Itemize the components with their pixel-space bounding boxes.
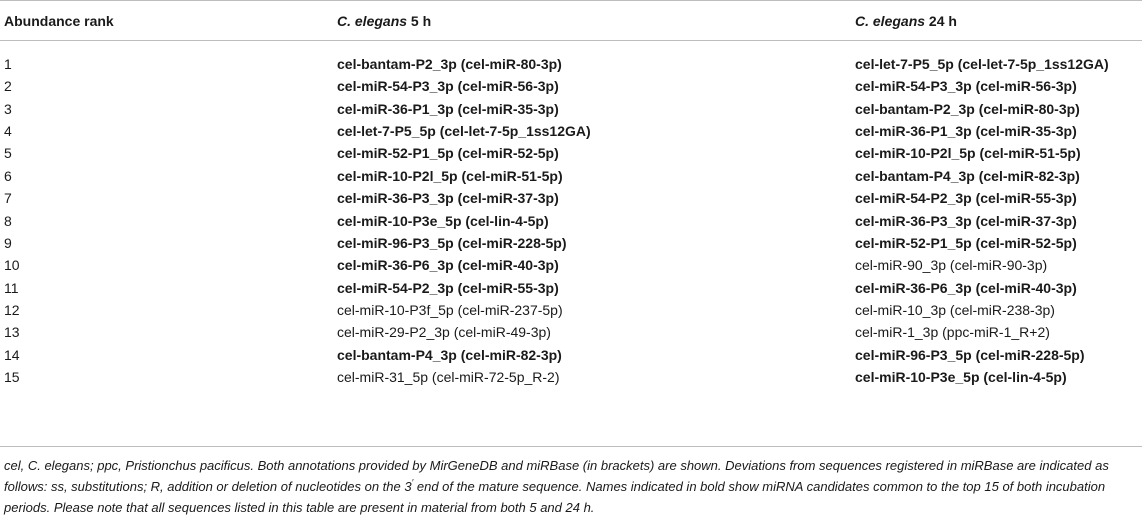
header-abundance-rank: Abundance rank — [0, 1, 333, 41]
mirna-24h-cell: cel-miR-10-P2l_5p (cel-miR-51-5p) — [855, 145, 1081, 162]
mirna-24h-cell: cel-miR-54-P3_3p (cel-miR-56-3p) — [855, 78, 1077, 95]
table-row — [0, 142, 1142, 164]
rank-cell: 3 — [4, 100, 12, 117]
table-row — [0, 321, 1142, 343]
mirna-24h-cell: cel-miR-52-P1_5p (cel-miR-52-5p) — [855, 234, 1077, 251]
mirna-5h-cell: cel-miR-54-P3_3p (cel-miR-56-3p) — [337, 78, 559, 95]
rank-cell: 6 — [4, 167, 12, 184]
mirna-5h-cell: cel-miR-36-P3_3p (cel-miR-37-3p) — [337, 190, 559, 207]
table-row — [0, 41, 1142, 76]
mirna-5h-cell: cel-miR-10-P2l_5p (cel-miR-51-5p) — [337, 167, 563, 184]
mirna-5h-cell: cel-miR-52-P1_5p (cel-miR-52-5p) — [337, 145, 559, 162]
table-row — [0, 209, 1142, 231]
rank-cell: 10 — [4, 257, 20, 274]
footnote-text-part1: cel, C. elegans; ppc, Pristionchus pacificus. Both annotations provided by MirGeneDB and miRBase (in brackets) are shown. Deviations from sequences registered in miRBase are indicated as follows: ss, substitutions; R, addition or deletion of nucleotides on the 3 — [4, 458, 1109, 494]
rank-cell: 8 — [4, 212, 12, 229]
mirna-5h-cell: cel-miR-10-P3f_5p (cel-miR-237-5p) — [337, 302, 563, 319]
rank-cell: 15 — [4, 369, 20, 386]
mirna-24h-cell: cel-miR-36-P6_3p (cel-miR-40-3p) — [855, 279, 1077, 296]
table-row — [0, 187, 1142, 209]
header-species-5h: C. elegans — [337, 12, 408, 29]
mirna-24h-cell: cel-miR-1_3p (ppc-miR-1_R+2) — [855, 324, 1050, 341]
table-row — [0, 97, 1142, 119]
mirna-5h-cell: cel-miR-36-P6_3p (cel-miR-40-3p) — [337, 257, 559, 274]
mirna-5h-cell: cel-miR-31_5p (cel-miR-72-5p_R-2) — [337, 369, 560, 386]
table-bottom-rule — [0, 446, 1142, 447]
mirna-5h-cell: cel-miR-29-P2_3p (cel-miR-49-3p) — [337, 324, 551, 341]
header-c-elegans-5h — [333, 1, 851, 41]
header-species-24h: C. elegans — [855, 12, 926, 29]
table-row — [0, 75, 1142, 97]
mirna-5h-cell: cel-bantam-P4_3p (cel-miR-82-3p) — [337, 346, 562, 363]
rank-cell: 12 — [4, 302, 20, 319]
table-row — [0, 165, 1142, 187]
footnote-prime-mark: ′ — [411, 477, 414, 488]
mirna-5h-cell: cel-miR-54-P2_3p (cel-miR-55-3p) — [337, 279, 559, 296]
mirna-24h-cell: cel-miR-54-P2_3p (cel-miR-55-3p) — [855, 190, 1077, 207]
rank-cell: 2 — [4, 78, 12, 95]
mirna-5h-cell: cel-let-7-P5_5p (cel-let-7-5p_1ss12GA) — [337, 122, 591, 139]
mirna-24h-cell: cel-miR-10_3p (cel-miR-238-3p) — [855, 302, 1055, 319]
rank-cell: 11 — [4, 279, 19, 296]
table-row — [0, 299, 1142, 321]
rank-cell: 1 — [4, 56, 12, 72]
mirna-5h-cell: cel-miR-36-P1_3p (cel-miR-35-3p) — [337, 100, 559, 117]
table-row — [0, 120, 1142, 142]
table-header-row — [0, 1, 1142, 41]
table-row — [0, 277, 1142, 299]
rank-cell: 7 — [4, 190, 12, 207]
rank-cell: 13 — [4, 324, 20, 341]
footnote-text-part2: end of the mature sequence. Names indicated in bold show miRNA candidates common to the top 15 of both incubation periods. Please note that all sequences listed in this table are present in material from both 5 and 24 h. — [4, 479, 1106, 515]
rank-cell: 4 — [4, 122, 12, 139]
mirna-24h-cell: cel-miR-36-P3_3p (cel-miR-37-3p) — [855, 212, 1077, 229]
rank-cell: 5 — [4, 145, 12, 162]
mirna-24h-cell: cel-bantam-P4_3p (cel-miR-82-3p) — [855, 167, 1080, 184]
mirna-24h-cell: cel-let-7-P5_5p (cel-let-7-5p_1ss12GA) — [855, 56, 1109, 72]
mirna-24h-cell: cel-miR-10-P3e_5p (cel-lin-4-5p) — [855, 369, 1067, 386]
rank-cell: 14 — [4, 346, 20, 363]
table-footnote — [4, 455, 1140, 518]
table-row — [0, 232, 1142, 254]
mirna-5h-cell: cel-bantam-P2_3p (cel-miR-80-3p) — [337, 56, 562, 72]
rank-cell: 9 — [4, 234, 12, 251]
mirna-5h-cell: cel-miR-96-P3_5p (cel-miR-228-5p) — [337, 234, 567, 251]
table-row — [0, 366, 1142, 396]
header-time-24h: 24 h — [925, 12, 957, 29]
header-time-5h: 5 h — [407, 12, 432, 29]
mirna-24h-cell: cel-miR-36-P1_3p (cel-miR-35-3p) — [855, 122, 1077, 139]
mirna-5h-cell: cel-miR-10-P3e_5p (cel-lin-4-5p) — [337, 212, 549, 229]
table-row — [0, 254, 1142, 276]
mirna-24h-cell: cel-bantam-P2_3p (cel-miR-80-3p) — [855, 100, 1080, 117]
table-row — [0, 344, 1142, 366]
mirna-24h-cell: cel-miR-90_3p (cel-miR-90-3p) — [855, 257, 1048, 274]
header-c-elegans-24h — [851, 1, 1142, 41]
mirna-24h-cell: cel-miR-96-P3_5p (cel-miR-228-5p) — [855, 346, 1085, 363]
